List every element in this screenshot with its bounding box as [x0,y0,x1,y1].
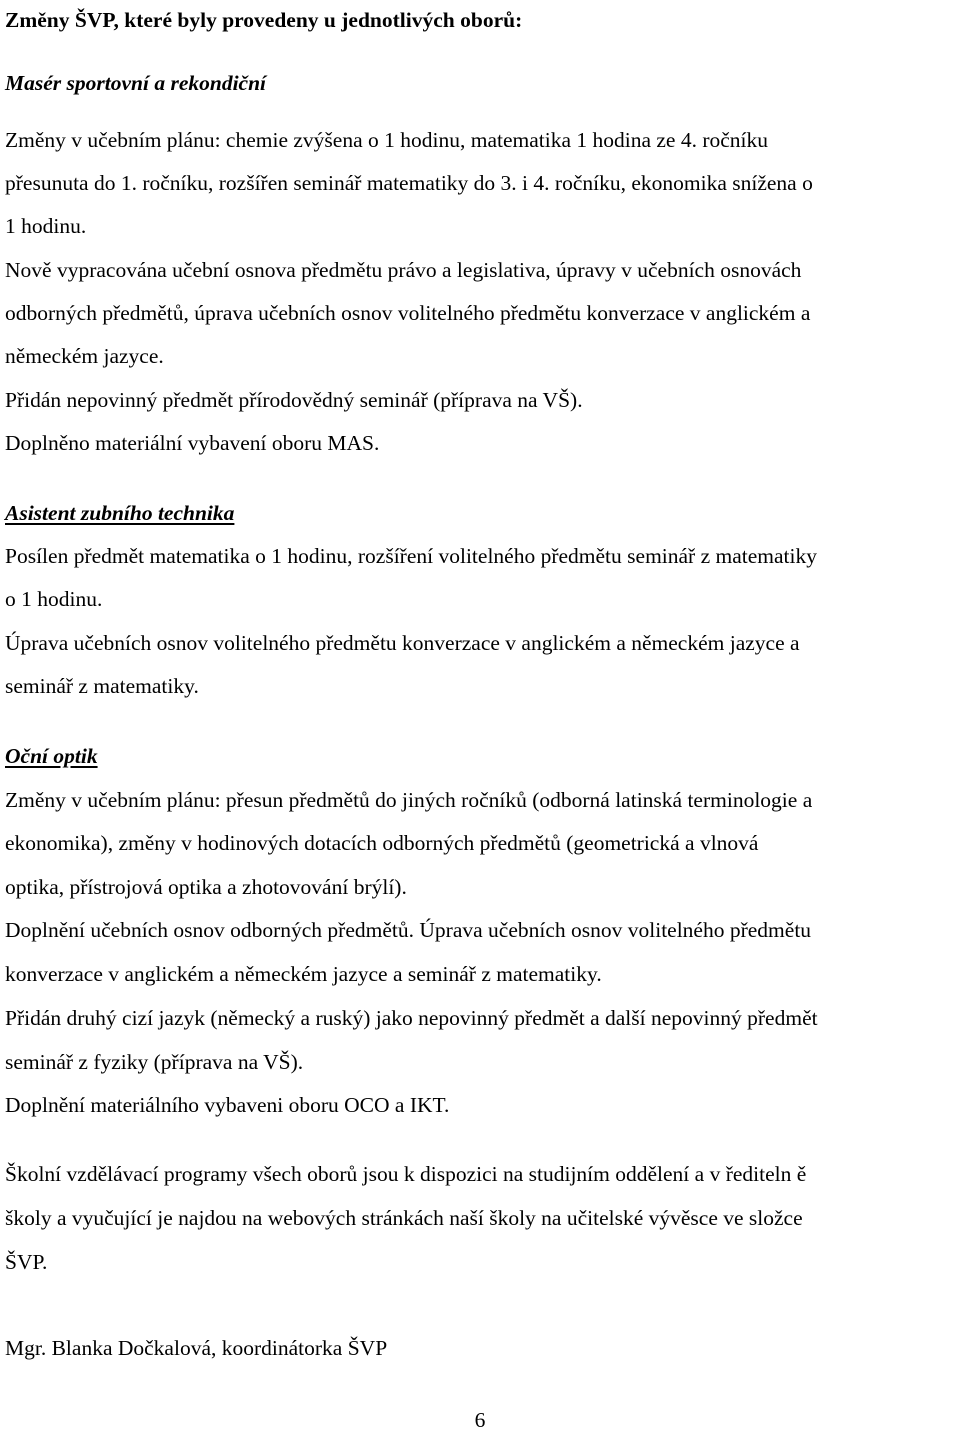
paragraph-line: seminář z matematiky. [5,674,199,698]
paragraph-line: Přidán nepovinný předmět přírodovědný seminář (příprava na VŠ). [5,388,583,412]
paragraph-line: přesunuta do 1. ročníku, rozšířen seminář matematiky do 3. i 4. ročníku, ekonomika snížena o [5,171,813,195]
paragraph-line: Posílen předmět matematika o 1 hodinu, rozšíření volitelného předmětu seminář z matematiky [5,544,818,568]
paragraph-line: o 1 hodinu. [5,587,103,611]
paragraph-line: Úprava učebních osnov volitelného předmětu konverzace v anglickém a německém jazyce a [5,631,800,655]
paragraph-line: 1 hodinu. [5,214,87,238]
page-number: 6 [474,1408,486,1432]
paragraph-line: Doplnění učebních osnov odborných předmětů. Úprava učebních osnov volitelného předmětu [5,918,812,942]
paragraph-line: Nově vypracována učební osnova předmětu právo a legislativa, úpravy v učebních osnovách [5,258,802,282]
paragraph-line: konverzace v anglickém a německém jazyce a seminář z matematiky. [5,962,602,986]
paragraph-line: Doplnění materiálního vybaveni oboru OCO a IKT. [5,1093,450,1117]
section-heading-asistent: Asistent zubního technika [5,501,235,525]
paragraph-line: Změny v učebním plánu: chemie zvýšena o 1 hodinu, matematika 1 hodina ze 4. ročníku [5,128,769,152]
paragraph-line: ekonomika), změny v hodinových dotacích odborných předmětů (geometrická a vlnová [5,831,759,855]
signature: Mgr. Blanka Dočkalová, koordinátorka ŠVP [5,1336,388,1360]
paragraph-line: Změny v učebním plánu: přesun předmětů do jiných ročníků (odborná latinská terminologie a [5,788,813,812]
paragraph-line: Přidán druhý cizí jazyk (německý a ruský) jako nepovinný předmět a další nepovinný předmět [5,1006,818,1030]
closing-line: ŠVP. [5,1250,48,1274]
paragraph-line: odborných předmětů, úprava učebních osnov volitelného předmětu konverzace v anglickém a [5,301,811,325]
closing-line: Školní vzdělávací programy všech oborů jsou k dispozici na studijním oddělení a v řediteln ě [5,1162,807,1186]
paragraph-line: Doplněno materiální vybavení oboru MAS. [5,431,380,455]
paragraph-line: německém jazyce. [5,344,164,368]
section-heading-ocni-optik: Oční optik [5,744,98,768]
closing-line: školy a vyučující je najdou na webových stránkách naší školy na učitelské vývěsce ve složce [5,1206,803,1230]
document-title: Změny ŠVP, které byly provedeny u jednotlivých oborů: [5,8,523,32]
section-heading-maser: Masér sportovní a rekondiční [5,71,267,95]
paragraph-line: optika, přístrojová optika a zhotovování brýlí). [5,875,407,899]
paragraph-line: seminář z fyziky (příprava na VŠ). [5,1050,304,1074]
